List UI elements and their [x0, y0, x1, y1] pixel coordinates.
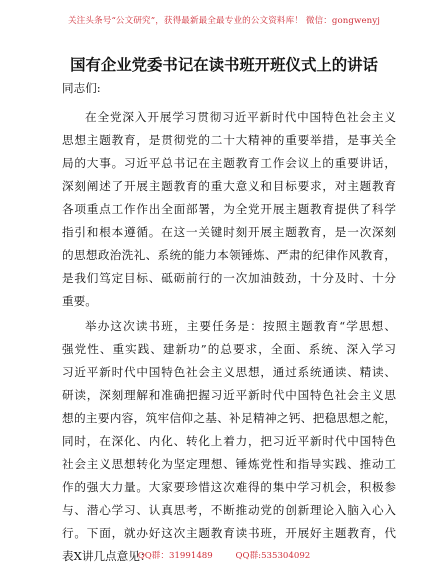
- paragraph-line: 表X讲几点意见：: [62, 549, 152, 563]
- paragraph-line: 想的主要内容，筑牢信仰之基、补足精神之钙、把稳思想之舵，: [62, 411, 396, 425]
- paragraph-line: 指引和根本遵循。在这一关键时刻开展主题教育，是一次深刻: [62, 225, 396, 239]
- paragraph-1: [62, 106, 396, 313]
- paragraph-line: 作的强大力量。大家要珍惜这次难得的集中学习机会，积极参: [62, 480, 396, 494]
- paragraph-line: 习近平新时代中国特色社会主义思想，通过系统通读、精读、: [62, 365, 396, 379]
- footer-contacts: [0, 549, 448, 561]
- paragraph-line: 社会主义思想转化为坚定理想、锤炼党性和指导实践、推动工: [62, 457, 396, 471]
- qq-group-1: QQ群：31991489: [137, 551, 213, 561]
- document-title: 国有企业党委书记在读书班开班仪式上的讲话: [70, 56, 378, 74]
- paragraph-line: 举办这次读书班，主要任务是：按照主题教育“学思想、: [85, 319, 396, 333]
- paragraph-line: 是我们笃定目标、砥砺前行的一次加油鼓劲，十分及时、十分: [62, 271, 396, 285]
- paragraph-line: 的思想政治洗礼、系统的能力本领锤炼、严肃的纪律作风教育，: [62, 248, 396, 262]
- paragraph-line: 在全党深入开展学习贯彻习近平新时代中国特色社会主义: [85, 110, 396, 124]
- paragraph-line: 深刻阐述了开展主题教育的重大意义和目标要求，对主题教育: [62, 179, 396, 193]
- qq-group-2: QQ群:535304092: [235, 551, 311, 561]
- paragraph-line: 行。下面，就办好这次主题教育读书班，开展好主题教育，代: [62, 526, 396, 540]
- paragraph-line: 思想主题教育，是贯彻党的二十大精神的重要举措，是事关全: [62, 133, 396, 147]
- paragraph-2: [62, 315, 396, 568]
- paragraph-line: 强党性、重实践、建新功”的总要求，全面、系统、深入学习: [62, 342, 396, 356]
- paragraph-line: 重要。: [62, 294, 97, 308]
- paragraph-line: 局的大事。习近平总书记在主题教育工作会议上的重要讲话，: [62, 156, 396, 170]
- header-notice: 关注头条号“公文研究”，获得最新最全最专业的公文资料库！ 微信：gongwenyj: [67, 16, 381, 26]
- salutation: 同志们:: [62, 81, 101, 95]
- paragraph-line: 同时，在深化、内化、转化上着力，把习近平新时代中国特色: [62, 434, 396, 448]
- paragraph-line: 研读，深刻理解和准确把握习近平新时代中国特色社会主义思: [62, 388, 396, 402]
- paragraph-line: 与、潜心学习、认真思考，不断推动党的创新理论入脑入心入: [62, 503, 396, 517]
- paragraph-line: 各项重点工作作出全面部署，为全党开展主题教育提供了科学: [62, 202, 396, 216]
